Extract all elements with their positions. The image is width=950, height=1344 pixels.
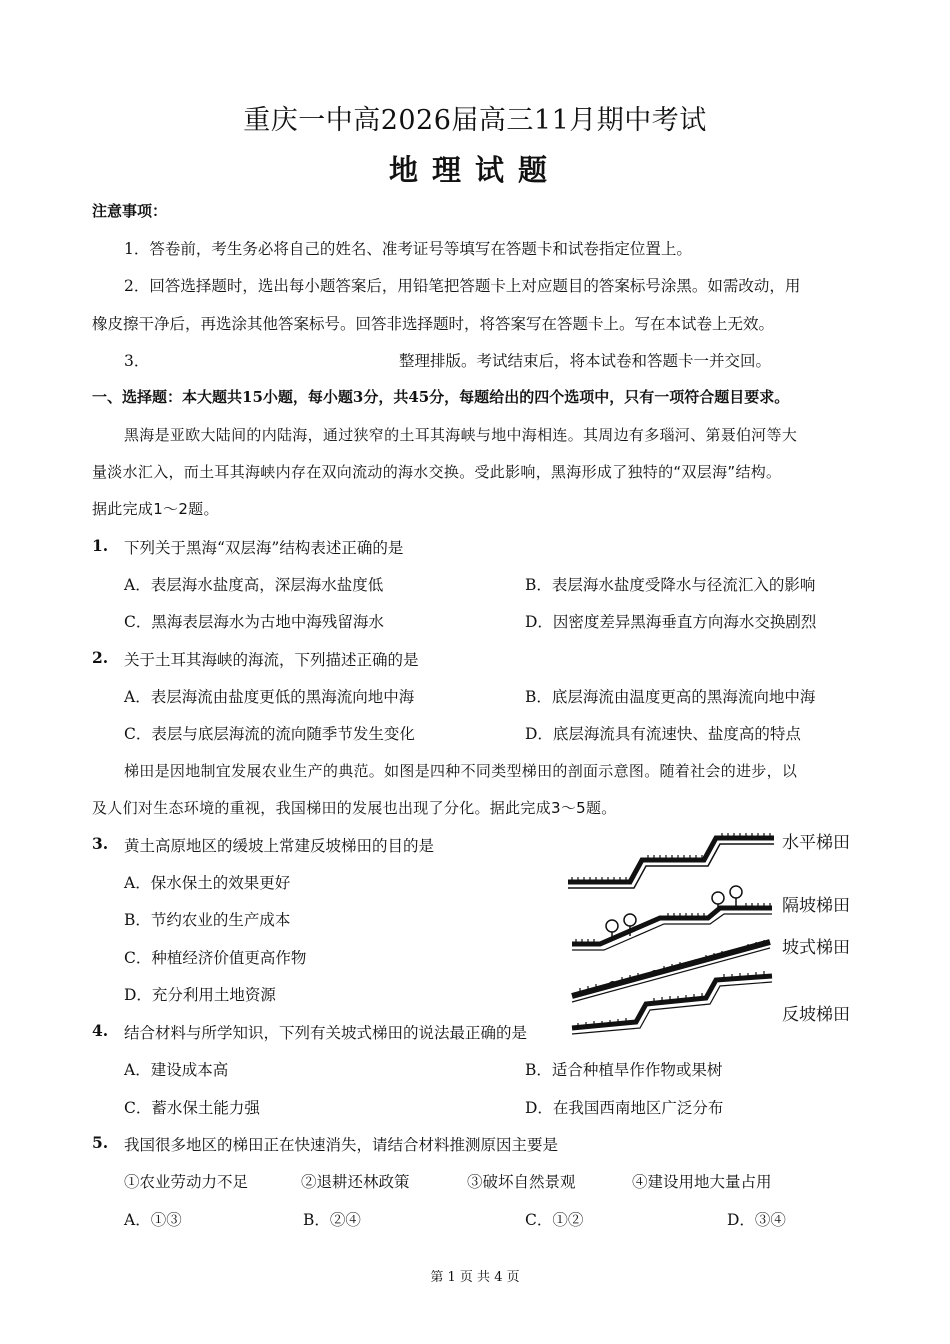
notice-item-3-text: 整理排版。考试结束后，将本试卷和答题卡一并交回。 xyxy=(399,352,772,370)
subject-title: 地理试题 xyxy=(388,153,561,187)
question-5-option-d: D．③④ xyxy=(727,1211,786,1229)
question-5-stem: 我国很多地区的梯田正在快速消失，请结合材料推测原因主要是 xyxy=(124,1136,559,1154)
figure-label-horizontal-terrace: 水平梯田 xyxy=(782,833,850,853)
notice-item-3-number: 3． xyxy=(124,352,150,370)
question-5-statement-1: ①农业劳动力不足 xyxy=(124,1173,249,1191)
passage-1-line-1: 黑海是亚欧大陆间的内陆海，通过狭窄的土耳其海峡与地中海相连。其周边有多瑙河、第聂伯河等大 xyxy=(124,426,798,444)
question-1-option-d: D．因密度差异黑海垂直方向海水交换剧烈 xyxy=(525,613,817,631)
question-4-number: 4. xyxy=(92,1021,109,1040)
figure-label-reverse-slope-terrace: 反坡梯田 xyxy=(782,1005,850,1025)
question-2-option-d: D．底层海流具有流速快、盐度高的特点 xyxy=(525,725,801,743)
question-4-option-a: A．建设成本高 xyxy=(124,1061,229,1079)
question-3-option-c: C．种植经济价值更高作物 xyxy=(124,949,307,967)
question-2-option-c: C．表层与底层海流的流向随季节发生变化 xyxy=(124,725,415,743)
section-heading: 一、选择题：本大题共15小题，每小题3分，共45分，每题给出的四个选项中，只有一项符合题目要求。 xyxy=(92,388,790,406)
question-5-statement-3: ③破坏自然景观 xyxy=(467,1173,576,1191)
horizontal-terrace-diagram xyxy=(568,833,774,888)
question-3-option-b: B．节约农业的生产成本 xyxy=(124,911,291,929)
question-3-option-d: D．充分利用土地资源 xyxy=(124,986,276,1004)
question-2-number: 2. xyxy=(92,648,109,667)
passage-1-line-3: 据此完成1～2题。 xyxy=(92,500,219,518)
question-4-option-c: C．蓄水保土能力强 xyxy=(124,1099,260,1117)
question-4-stem: 结合材料与所学知识，下列有关坡式梯田的说法最正确的是 xyxy=(124,1024,528,1042)
notice-item-2-line-2: 橡皮擦干净后，再选涂其他答案标号。回答非选择题时，将答案写在答题卡上。写在本试卷上无效。 xyxy=(92,315,775,333)
notice-item-2-line-1: 2．回答选择题时，选出每小题答案后，用铅笔把答题卡上对应题目的答案标号涂黑。如需改动，用 xyxy=(124,277,801,295)
passage-1-line-2: 量淡水汇入，而土耳其海峡内存在双向流动的海水交换。受此影响，黑海形成了独特的“双层海”结构。 xyxy=(92,463,782,481)
sloping-terrace-diagram xyxy=(572,940,770,1002)
passage-2-line-2: 及人们对生态环境的重视，我国梯田的发展也出现了分化。据此完成3～5题。 xyxy=(92,799,617,817)
page-number: 第 1 页 共 4 页 xyxy=(430,1270,520,1285)
question-5-statement-4: ④建设用地大量占用 xyxy=(632,1173,772,1191)
passage-2-line-1: 梯田是因地制宜发展农业生产的典范。如图是四种不同类型梯田的剖面示意图。随着社会的进步，以 xyxy=(124,762,798,780)
question-1-option-a: A．表层海水盐度高，深层海水盐度低 xyxy=(124,576,384,594)
exam-title: 重庆一中高2026届高三11月期中考试 xyxy=(243,105,707,136)
question-1-option-c: C．黑海表层海水为古地中海残留海水 xyxy=(124,613,384,631)
notice-heading: 注意事项： xyxy=(92,202,168,220)
notice-item-1: 1．答卷前，考生务必将自己的姓名、准考证号等填写在答题卡和试卷指定位置上。 xyxy=(124,240,692,258)
question-2-option-a: A．表层海流由盐度更低的黑海流向地中海 xyxy=(124,688,415,706)
reverse-slope-terrace-diagram xyxy=(572,971,772,1034)
question-1-option-b: B．表层海水盐度受降水与径流汇入的影响 xyxy=(525,576,816,594)
question-3-number: 3. xyxy=(92,834,109,853)
question-2-stem: 关于土耳其海峡的海流，下列描述正确的是 xyxy=(124,651,419,669)
question-1-stem: 下列关于黑海“双层海”结构表述正确的是 xyxy=(124,539,404,557)
question-5-number: 5. xyxy=(92,1133,109,1152)
figure-label-sloping-terrace: 坡式梯田 xyxy=(782,938,850,958)
question-4-option-b: B．适合种植旱作作物或果树 xyxy=(525,1061,723,1079)
question-5-option-b: B．②④ xyxy=(303,1211,361,1229)
question-2-option-b: B．底层海流由温度更高的黑海流向地中海 xyxy=(525,688,816,706)
figure-label-slope-separated-terrace: 隔坡梯田 xyxy=(782,896,850,916)
slope-separated-terrace-diagram xyxy=(572,886,772,950)
question-3-option-a: A．保水保土的效果更好 xyxy=(124,874,291,892)
terrace-profile-figure xyxy=(560,826,780,1036)
question-5-statement-2: ②退耕还林政策 xyxy=(301,1173,410,1191)
question-4-option-d: D．在我国西南地区广泛分布 xyxy=(525,1099,724,1117)
question-1-number: 1. xyxy=(92,536,109,555)
question-5-option-a: A．①③ xyxy=(124,1211,182,1229)
question-5-option-c: C．①② xyxy=(525,1211,584,1229)
question-3-stem: 黄土高原地区的缓坡上常建反坡梯田的目的是 xyxy=(124,837,435,855)
